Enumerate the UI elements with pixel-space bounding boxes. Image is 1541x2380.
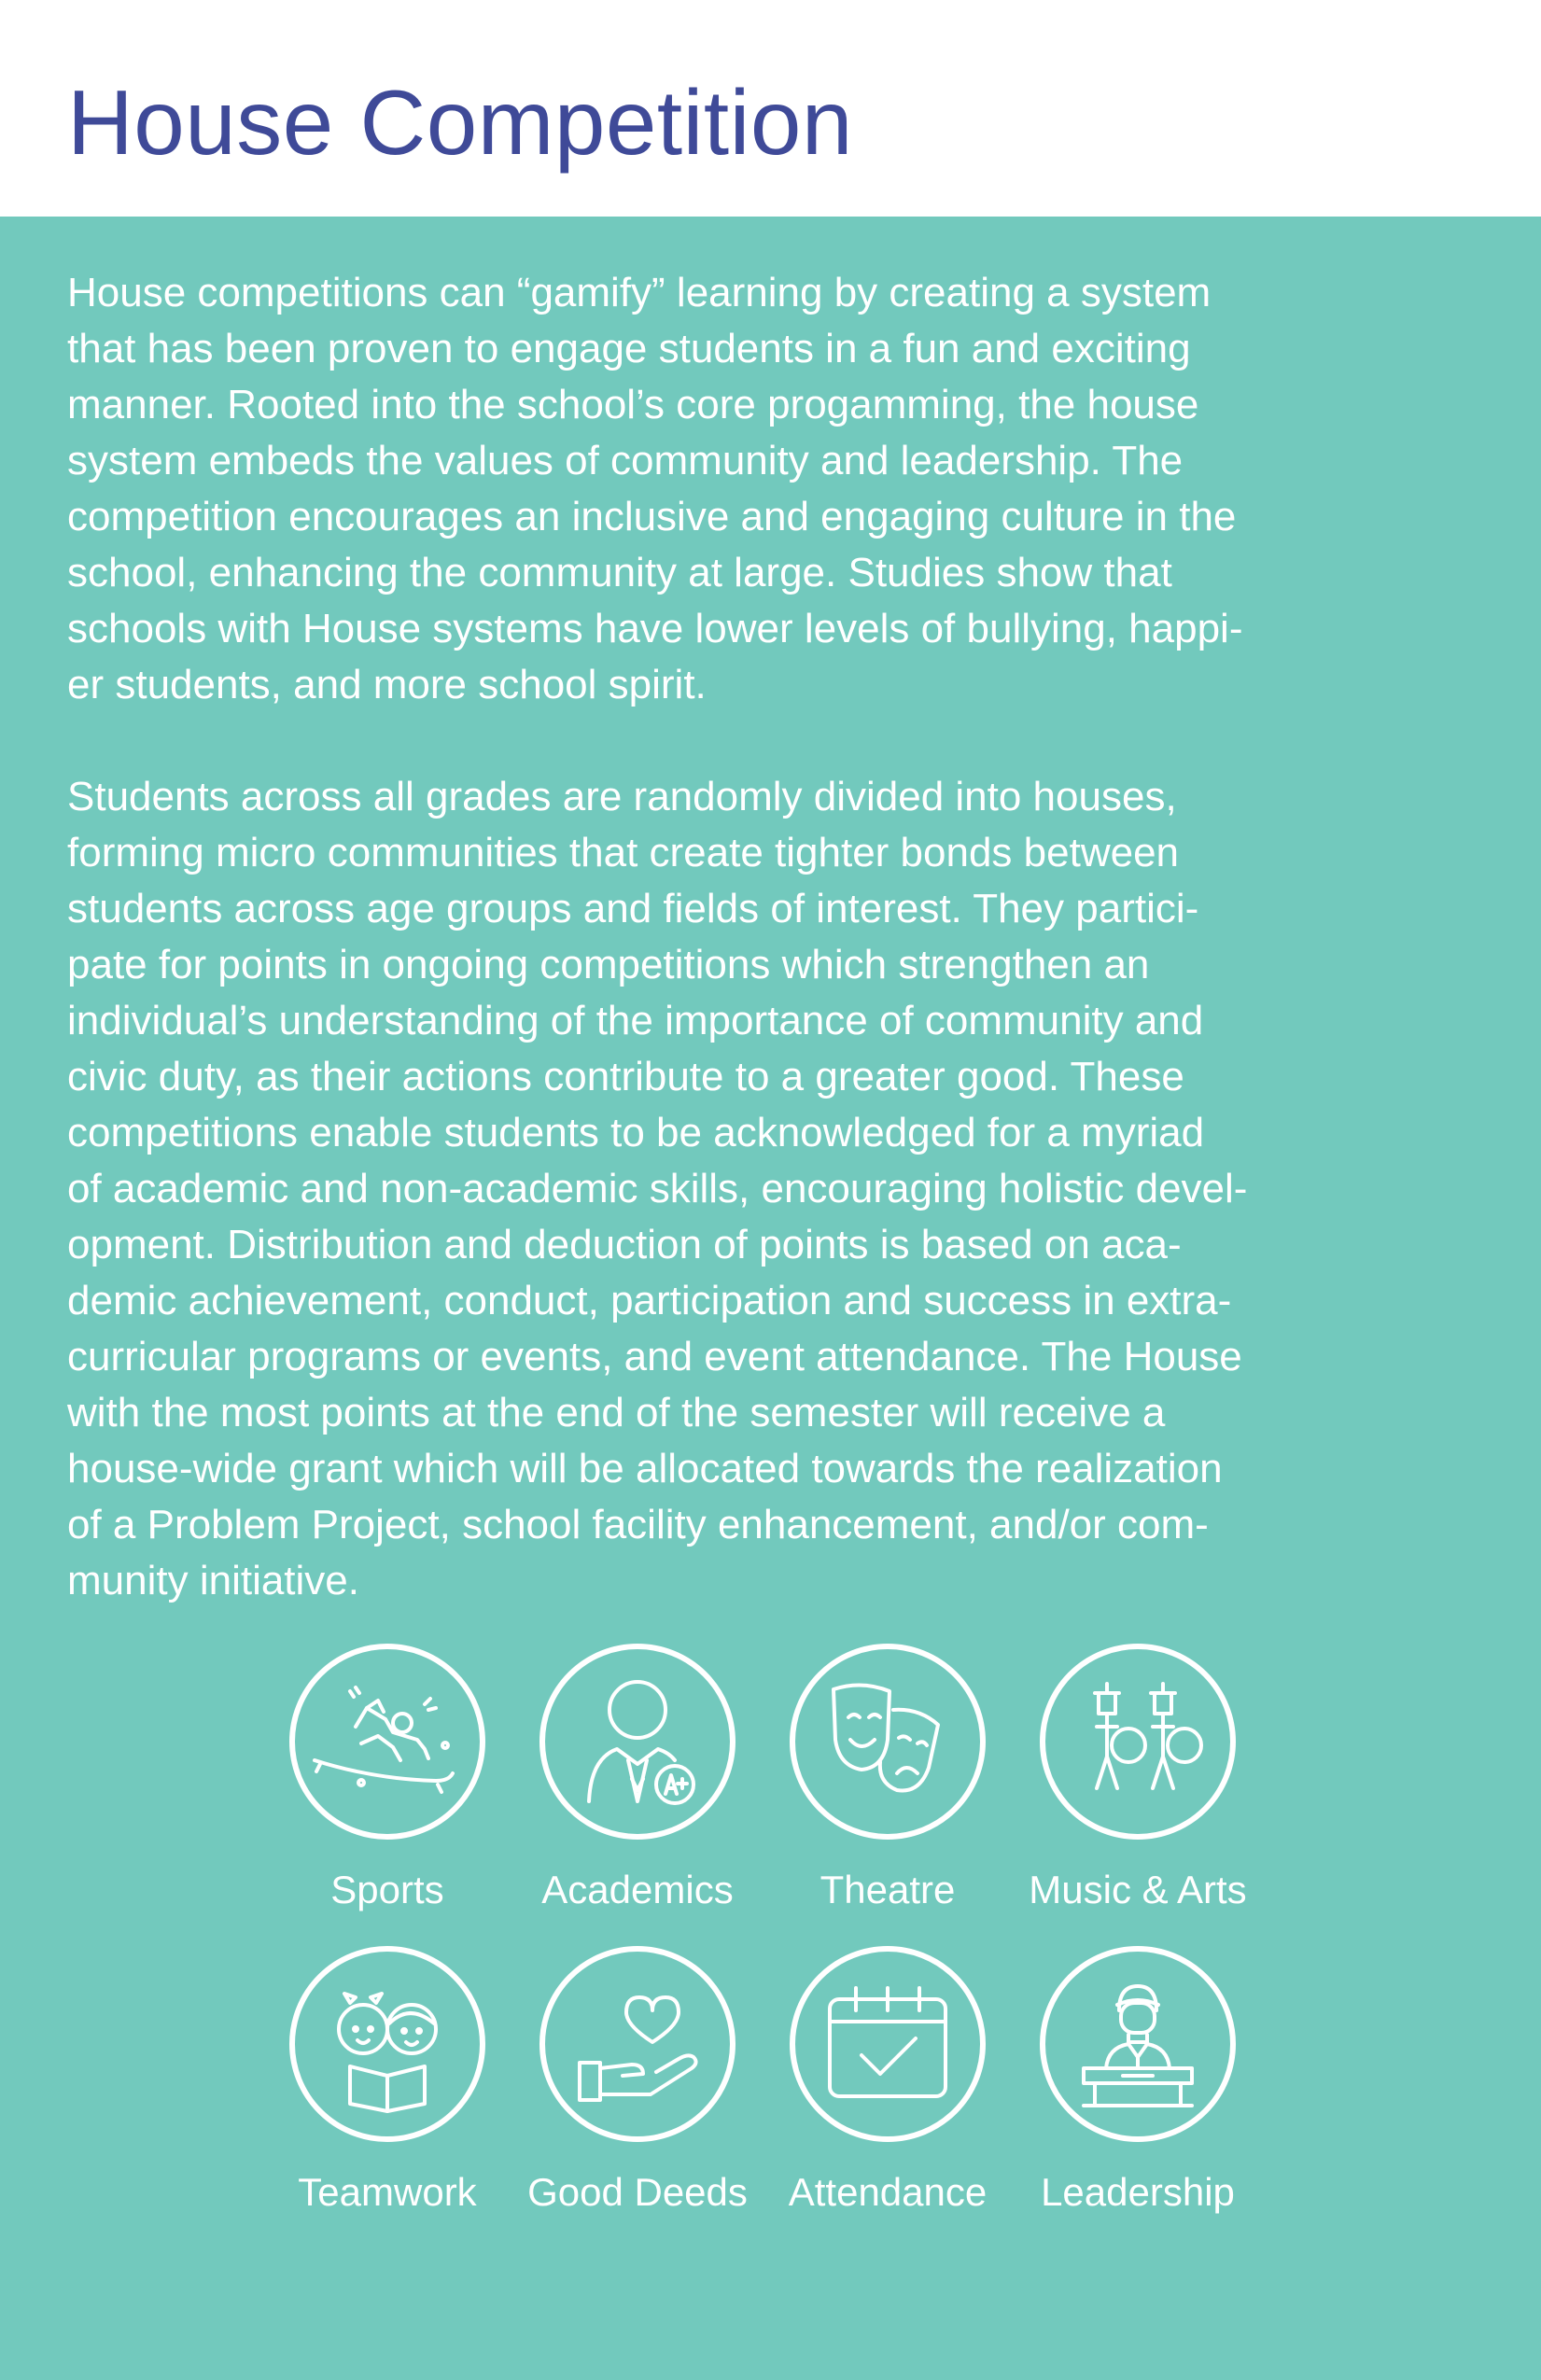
student-a-plus-icon — [539, 1643, 736, 1841]
calendar-check-icon — [789, 1945, 987, 2143]
category-label: Sports — [330, 1868, 444, 1911]
category-label: Attendance — [788, 2170, 988, 2214]
drummers-icon — [1039, 1643, 1237, 1841]
snowboarder-icon — [288, 1643, 486, 1841]
kids-reading-icon — [288, 1945, 486, 2143]
details-paragraph: Students across all grades are randomly divided into houses, forming micro communities that create tighter bonds between students across age groups and fields of interest. They partici- pate for points in ongoing competitions which strengthen an individual’s understanding of the importance of community and civic duty, as their actions contribute to a greater good. These competitions enable students to be acknowledged for a myriad of academic and non-academic skills, encouraging holistic devel- opment. Distribution and deduction of points is based on aca- demic achievement, conduct, participation and success in extra- curricular programs or events, and event attendance. The House with the most points at the end of the semester will receive a house-wide grant which will be allocated towards the realization of a Problem Project, school facility enhancement, and/or com- munity initiative. — [67, 774, 1248, 1603]
hand-heart-icon — [539, 1945, 736, 2143]
content-panel — [0, 217, 1541, 2380]
page-title: House Competition — [67, 71, 853, 174]
intro-paragraph: House competitions can “gamify” learning by creating a system that has been proven to engage students in a fun and exciting manner. Rooted into the school’s core progamming, the house system embeds the values of community and leadership. The competition encourages an inclusive and engaging culture in the school, enhancing the community at large. Studies show that schools with House systems have lower levels of bullying, happi- er students, and more school spirit. — [67, 270, 1243, 707]
category-label: Theatre — [820, 1868, 956, 1911]
category-label: Music & Arts — [1029, 1868, 1247, 1911]
category-label: Good Deeds — [527, 2170, 748, 2214]
category-label: Academics — [541, 1868, 734, 1911]
category-label: Teamwork — [298, 2170, 477, 2214]
speaker-podium-icon — [1039, 1945, 1237, 2143]
theatre-masks-icon — [789, 1643, 987, 1841]
category-label: Leadership — [1041, 2170, 1235, 2214]
header — [0, 0, 1541, 217]
